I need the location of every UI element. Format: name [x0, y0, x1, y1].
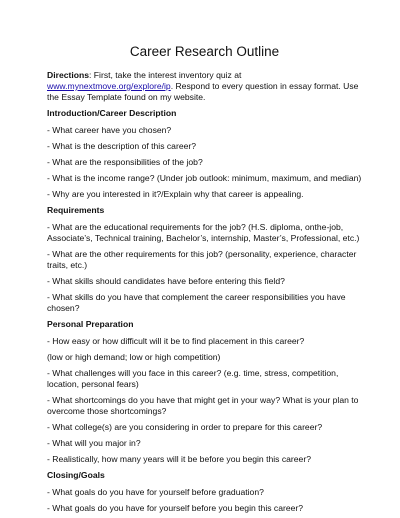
question-item: - What are the responsibilities of the job? — [47, 157, 203, 167]
question-item: - What is the income range? (Under job outlook: minimum, maximum, and median) — [47, 173, 362, 183]
section-heading-personal-preparation: Personal Preparation — [47, 319, 134, 329]
section-heading-requirements: Requirements — [47, 205, 105, 215]
question-item: - What challenges will you face in this career? (e.g. time, stress, competition, location, personal fears) — [47, 368, 339, 389]
section-heading-introduction: Introduction/Career Description — [47, 108, 177, 118]
question-item: - What career have you chosen? — [47, 125, 172, 135]
question-item: - What is the description of this career? — [47, 141, 197, 151]
question-item: - How easy or how difficult will it be to find placement in this career? — [47, 336, 305, 346]
question-item: - What goals do you have for yourself before graduation? — [47, 487, 264, 497]
directions-paragraph — [47, 70, 362, 103]
question-item: - What goals do you have for yourself before you begin this career? — [47, 503, 304, 513]
question-item: - What shortcomings do you have that might get in your way? What is your plan to overcome those shortcomings? — [47, 395, 359, 416]
question-item: - Why are you interested in it?/Explain why that career is appealing. — [47, 189, 304, 199]
directions-text-before: : First, take the interest inventory quiz at — [89, 70, 242, 80]
section-heading-closing-goals: Closing/Goals — [47, 470, 105, 480]
directions-text-after: . Respond to every question in essay format. Use the Essay Template found on my website. — [47, 81, 359, 102]
question-item: - What will you major in? — [47, 438, 141, 448]
question-item: (low or high demand; low or high competition) — [47, 352, 221, 362]
question-item: - What are the educational requirements for the job? (H.S. diploma, onthe-job, Associate’s, Technical training, Bachelor’s, internship, Master’s, Professional, etc.) — [47, 222, 360, 243]
question-item: - What college(s) are you considering in order to prepare for this career? — [47, 422, 323, 432]
page-title: Career Research Outline — [129, 44, 280, 59]
question-item: - Realistically, how many years will it be before you begin this career? — [47, 454, 311, 464]
question-item: - What skills should candidates have before entering this field? — [47, 276, 285, 286]
question-item: - What skills do you have that complement the career responsibilities you have chosen? — [47, 292, 346, 313]
directions-label: Directions — [47, 70, 90, 80]
interest-quiz-link[interactable]: www.mynextmove.org/explore/ip — [47, 81, 171, 91]
question-item: - What are the other requirements for this job? (personality, experience, character traits, etc.) — [47, 249, 357, 270]
